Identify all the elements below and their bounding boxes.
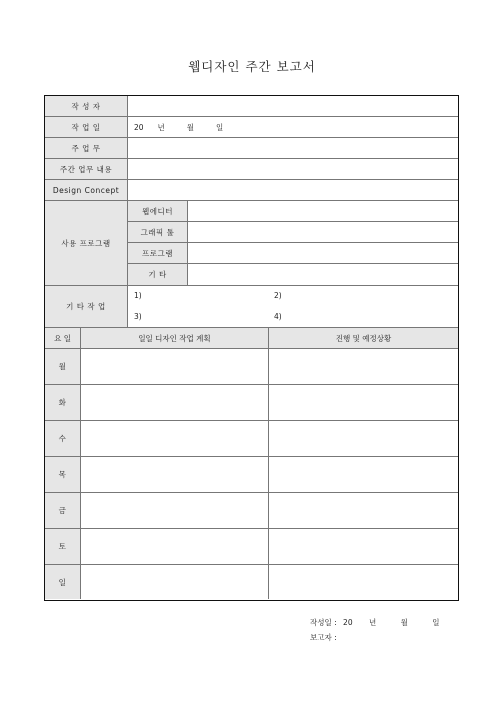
program-field-web-editor[interactable] xyxy=(188,201,458,222)
concept-field[interactable] xyxy=(128,180,458,201)
day-plan-field[interactable] xyxy=(81,493,269,529)
day-label: 토 xyxy=(45,529,81,565)
date-label: 작 업 일 xyxy=(45,117,128,138)
report-form xyxy=(44,95,459,601)
footer-year-unit: 년 xyxy=(368,618,377,627)
day-status-field[interactable] xyxy=(269,565,458,599)
date-year-unit: 년 xyxy=(157,122,165,132)
day-status-field[interactable] xyxy=(269,421,458,457)
form-grid xyxy=(45,96,458,600)
other-item-3: 3) xyxy=(134,312,142,321)
day-plan-field[interactable] xyxy=(81,349,269,385)
date-year: 20 xyxy=(134,122,144,132)
duty-field[interactable] xyxy=(128,138,458,159)
date-field[interactable] xyxy=(128,117,458,138)
footer-day-unit: 일 xyxy=(432,618,440,627)
schedule-header-plan: 일일 디자인 작업 계획 xyxy=(81,328,269,349)
date-day-unit: 일 xyxy=(216,122,224,132)
footer-written-label: 작성일 : xyxy=(310,618,337,627)
day-plan-field[interactable] xyxy=(81,385,269,421)
day-status-field[interactable] xyxy=(269,457,458,493)
day-status-field[interactable] xyxy=(269,349,458,385)
weekly-field[interactable] xyxy=(128,159,458,180)
footer-written-date xyxy=(310,617,440,628)
day-label: 화 xyxy=(45,385,81,421)
other-work-label: 기 타 작 업 xyxy=(45,286,128,328)
footer-reporter xyxy=(310,632,337,643)
program-field-program[interactable] xyxy=(188,243,458,264)
schedule-header-day: 요 일 xyxy=(45,328,81,349)
program-item-other: 기 타 xyxy=(128,264,188,286)
duty-label: 주 업 무 xyxy=(45,138,128,159)
concept-label: Design Concept xyxy=(45,180,128,201)
day-label: 월 xyxy=(45,349,81,385)
other-work-field[interactable] xyxy=(128,286,458,328)
day-plan-field[interactable] xyxy=(81,529,269,565)
day-label: 목 xyxy=(45,457,81,493)
program-item-graphic-tool: 그래픽 툴 xyxy=(128,222,188,243)
day-label: 일 xyxy=(45,565,81,599)
footer-month-unit: 월 xyxy=(400,618,408,627)
program-item-program: 프로그램 xyxy=(128,243,188,264)
day-plan-field[interactable] xyxy=(81,457,269,493)
author-field[interactable] xyxy=(128,96,458,117)
other-item-1: 1) xyxy=(134,291,142,300)
author-label: 작 성 자 xyxy=(45,96,128,117)
day-plan-field[interactable] xyxy=(81,421,269,457)
weekly-label: 주간 업무 내용 xyxy=(45,159,128,180)
program-field-graphic-tool[interactable] xyxy=(188,222,458,243)
date-month-unit: 월 xyxy=(186,122,195,132)
other-item-4: 4) xyxy=(274,312,282,321)
day-label: 금 xyxy=(45,493,81,529)
day-label: 수 xyxy=(45,421,81,457)
day-status-field[interactable] xyxy=(269,529,458,565)
report-title: 웹디자인 주간 보고서 xyxy=(188,59,316,74)
day-status-field[interactable] xyxy=(269,385,458,421)
program-label: 사용 프로그램 xyxy=(45,201,128,286)
footer-reporter-label: 보고자 : xyxy=(310,633,337,642)
day-plan-field[interactable] xyxy=(81,565,269,599)
day-status-field[interactable] xyxy=(269,493,458,529)
program-item-web-editor: 웹에디터 xyxy=(128,201,188,222)
program-field-other[interactable] xyxy=(188,264,458,286)
schedule-header-status: 진행 및 예정상황 xyxy=(269,328,458,349)
other-item-2: 2) xyxy=(274,291,282,300)
footer-year: 20 xyxy=(343,618,353,627)
